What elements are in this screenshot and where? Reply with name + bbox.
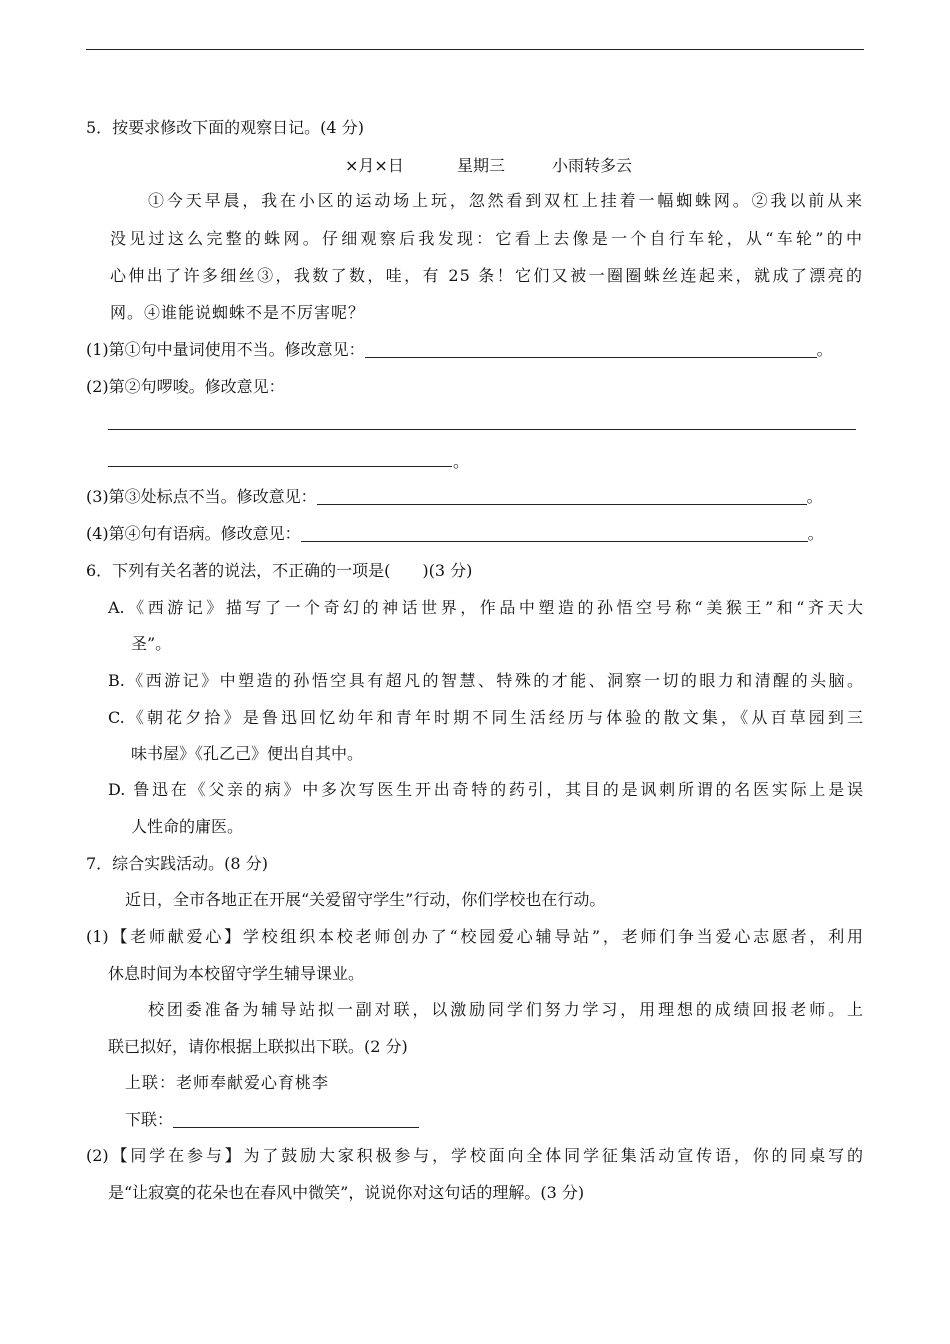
q5-sub1 bbox=[86, 339, 833, 361]
q5-sub2-answer-line-2[interactable] bbox=[108, 466, 452, 467]
q6-option-a-line-1[interactable]: A.《西游记》描写了一个奇幻的神话世界，作品中塑造的孙悟空号称“美猴王”和“齐天大 bbox=[108, 598, 863, 617]
q5-sub4 bbox=[86, 523, 824, 545]
end-mark: 。 bbox=[807, 524, 824, 543]
q6-option-d-line-1[interactable]: D. 鲁迅在《父亲的病》中多次写医生开出奇特的药引，其目的是讽刺所谓的名医实际上是误 bbox=[108, 780, 863, 799]
q7-sub1-line-2: 休息时间为本校留守学生辅导课业。 bbox=[108, 964, 365, 983]
passage-line-2: 没见过这么完整的蛛网。仔细观察后我发现：它看上去像是一个自行车轮，从“车轮”的中 bbox=[110, 229, 863, 248]
diary-weather: 小雨转多云 bbox=[552, 156, 633, 175]
q7-title: 7．综合实践活动。(8 分) bbox=[86, 854, 268, 873]
lower-couplet-answer-blank[interactable] bbox=[173, 1111, 419, 1128]
q6-option-b[interactable]: B.《西游记》中塑造的孙悟空具有超凡的智慧、特殊的才能、洞察一切的眼力和清醒的头脑。 bbox=[108, 671, 863, 690]
upper-couplet: 上联：老师奉献爱心育桃李 bbox=[125, 1073, 330, 1092]
end-mark: 。 bbox=[816, 340, 833, 359]
q5-sub3 bbox=[86, 486, 823, 508]
q5-sub4-label: (4)第④句有语病。修改意见： bbox=[86, 524, 301, 543]
q7-sub2-line-1: (2)【同学在参与】为了鼓励大家积极参与，学校面向全体同学征集活动宣传语，你的同桌写的 bbox=[86, 1146, 863, 1165]
lower-couplet bbox=[125, 1109, 419, 1131]
top-rule bbox=[86, 49, 864, 50]
q5-title: 5．按要求修改下面的观察日记。(4 分) bbox=[86, 118, 364, 137]
end-mark: 。 bbox=[806, 487, 823, 506]
end-mark: 。 bbox=[453, 452, 470, 471]
passage-line-4: 网。④谁能说蜘蛛不是不厉害呢？ bbox=[110, 303, 366, 322]
diary-weekday: 星期三 bbox=[457, 156, 506, 175]
q6-option-d-line-2[interactable]: 人性命的庸医。 bbox=[131, 817, 244, 836]
q7-sub2-line-2: 是“让寂寞的花朵也在春风中微笑”，说说你对这句话的理解。(3 分) bbox=[108, 1183, 585, 1202]
q5-sub2: (2)第②句啰唆。修改意见： bbox=[86, 377, 285, 396]
passage-line-3: 心伸出了许多细丝③，我数了数，哇，有 25 条！它们又被一圈圈蛛丝连起来，就成了漂亮的 bbox=[110, 266, 863, 285]
lower-couplet-label: 下联： bbox=[125, 1110, 174, 1129]
q6-option-c-line-1[interactable]: C.《朝花夕拾》是鲁迅回忆幼年和青年时期不同生活经历与体验的散文集，《从百草园到三 bbox=[108, 708, 863, 727]
q5-sub1-label: (1)第①句中量词使用不当。修改意见： bbox=[86, 340, 365, 359]
q7-intro: 近日，全市各地正在开展“关爱留守学生”行动，你们学校也在行动。 bbox=[125, 890, 606, 909]
q7-sub1-task-line-2: 联已拟好，请你根据上联拟出下联。(2 分) bbox=[108, 1037, 408, 1056]
passage-line-1: ①今天早晨，我在小区的运动场上玩，忽然看到双杠上挂着一幅蜘蛛网。②我以前从来 bbox=[148, 191, 863, 210]
q5-sub1-answer-blank[interactable] bbox=[365, 341, 817, 358]
q6-option-a-line-2[interactable]: 圣”。 bbox=[131, 634, 172, 653]
q5-sub2-answer-line-1[interactable] bbox=[108, 429, 856, 430]
q6-title: 6．下列有关名著的说法，不正确的一项是( )(3 分) bbox=[86, 561, 473, 580]
diary-date: ×月×日 bbox=[345, 156, 404, 175]
q7-sub1-line-1: (1)【老师献爱心】学校组织本校老师创办了“校园爱心辅导站”，老师们争当爱心志愿者，利用 bbox=[86, 927, 863, 946]
q5-sub4-answer-blank[interactable] bbox=[301, 525, 808, 542]
q7-sub1-task-line-1: 校团委准备为辅导站拟一副对联，以激励同学们努力学习，用理想的成绩回报老师。上 bbox=[148, 1000, 863, 1019]
q6-option-c-line-2[interactable]: 味书屋》《孔乙己》便出自其中。 bbox=[131, 744, 364, 763]
q5-sub3-label: (3)第③处标点不当。修改意见： bbox=[86, 487, 317, 506]
q5-sub3-answer-blank[interactable] bbox=[317, 488, 807, 505]
